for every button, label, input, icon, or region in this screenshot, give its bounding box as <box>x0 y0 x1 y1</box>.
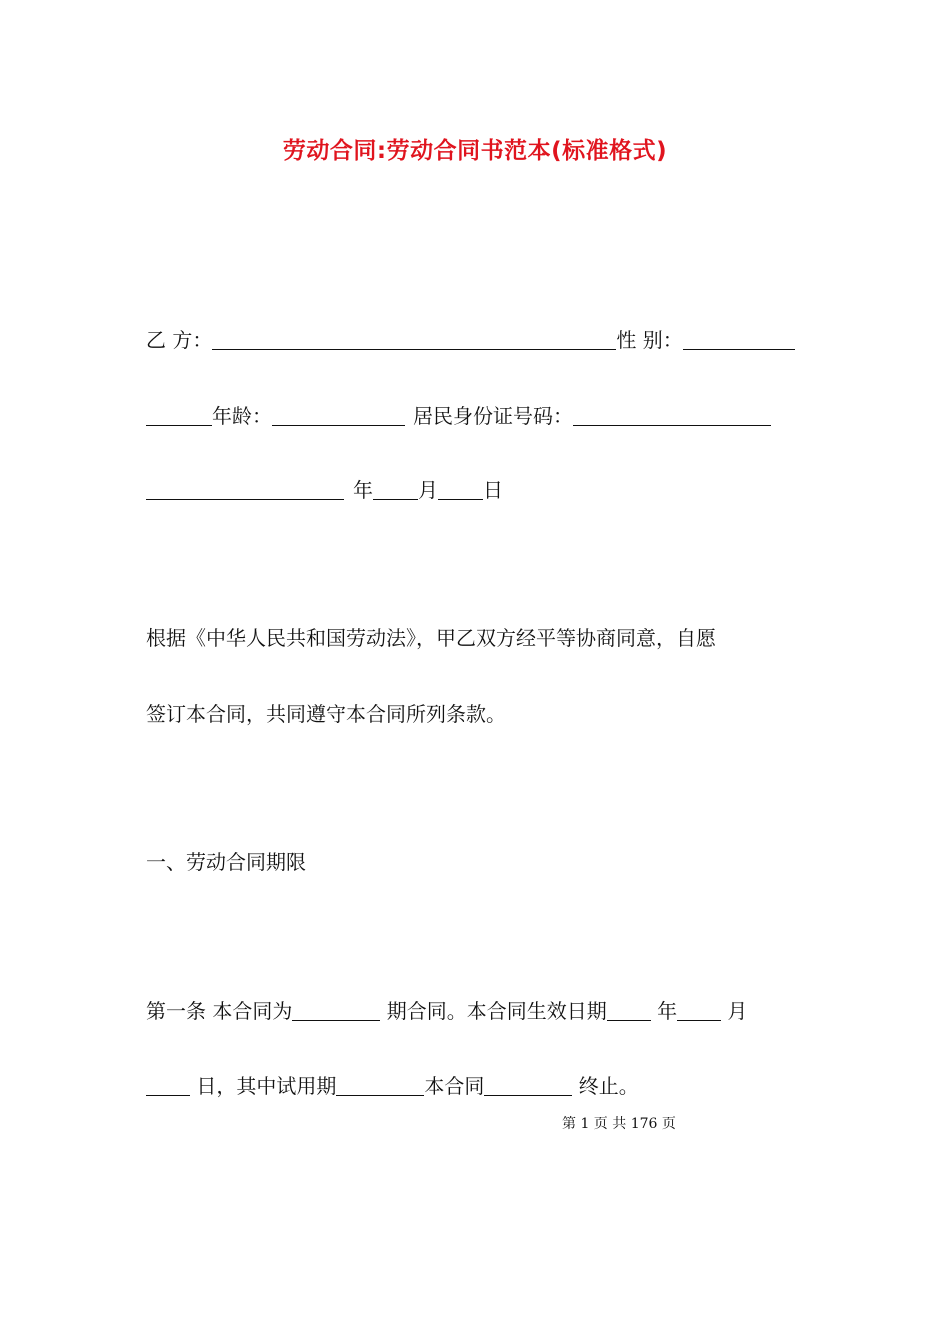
effective-year-blank <box>607 1000 651 1021</box>
date-line <box>146 476 806 504</box>
article-1-prefix: 第一条 本合同为 <box>146 999 293 1023</box>
intro-line-2: 签订本合同，共同遵守本合同所列条款。 <box>146 702 506 726</box>
id-number-label: 居民身份证号码： <box>413 404 573 428</box>
month-label: 月 <box>418 478 438 502</box>
gender-blank-continued <box>146 405 212 426</box>
probation-blank <box>336 1075 424 1096</box>
gender-label: 性 别： <box>616 328 683 352</box>
page-number-footer: 第 1 页 共 176 页 <box>562 1116 676 1132</box>
age-blank <box>272 405 405 426</box>
effective-day-blank <box>146 1075 190 1096</box>
article-1-line-1 <box>146 997 806 1025</box>
party-b-label: 乙 方： <box>146 328 213 352</box>
article-1-contract: 本合同 <box>424 1074 485 1098</box>
article-1-year: 年 <box>650 999 678 1023</box>
id-number-blank <box>573 405 771 426</box>
gender-blank <box>683 329 795 350</box>
document-title: 劳动合同:劳动合同书范本(标准格式) <box>282 138 668 164</box>
party-b-line <box>146 326 806 354</box>
month-blank <box>438 479 483 500</box>
id-number-blank-continued <box>146 479 344 500</box>
article-1-month: 月 <box>721 999 748 1023</box>
year-blank <box>373 479 418 500</box>
party-b-name-blank <box>212 329 616 350</box>
day-label: 日 <box>483 478 503 502</box>
intro-line-1: 根据《中华人民共和国劳动法》，甲乙双方经平等协商同意，自愿 <box>146 626 716 650</box>
age-label: 年龄： <box>212 404 272 428</box>
effective-month-blank <box>677 1000 721 1021</box>
article-1-line-2 <box>146 1072 806 1100</box>
contract-type-blank <box>292 1000 380 1021</box>
article-1-day: 日，其中试用期 <box>190 1074 337 1098</box>
article-1-type-suffix: 期合同。本合同生效日期 <box>380 999 607 1023</box>
section-1-heading: 一、劳动合同期限 <box>146 850 306 874</box>
year-label: 年 <box>353 478 373 502</box>
termination-blank <box>484 1075 572 1096</box>
age-id-line <box>146 402 806 430</box>
article-1-end: 终止。 <box>572 1074 639 1098</box>
